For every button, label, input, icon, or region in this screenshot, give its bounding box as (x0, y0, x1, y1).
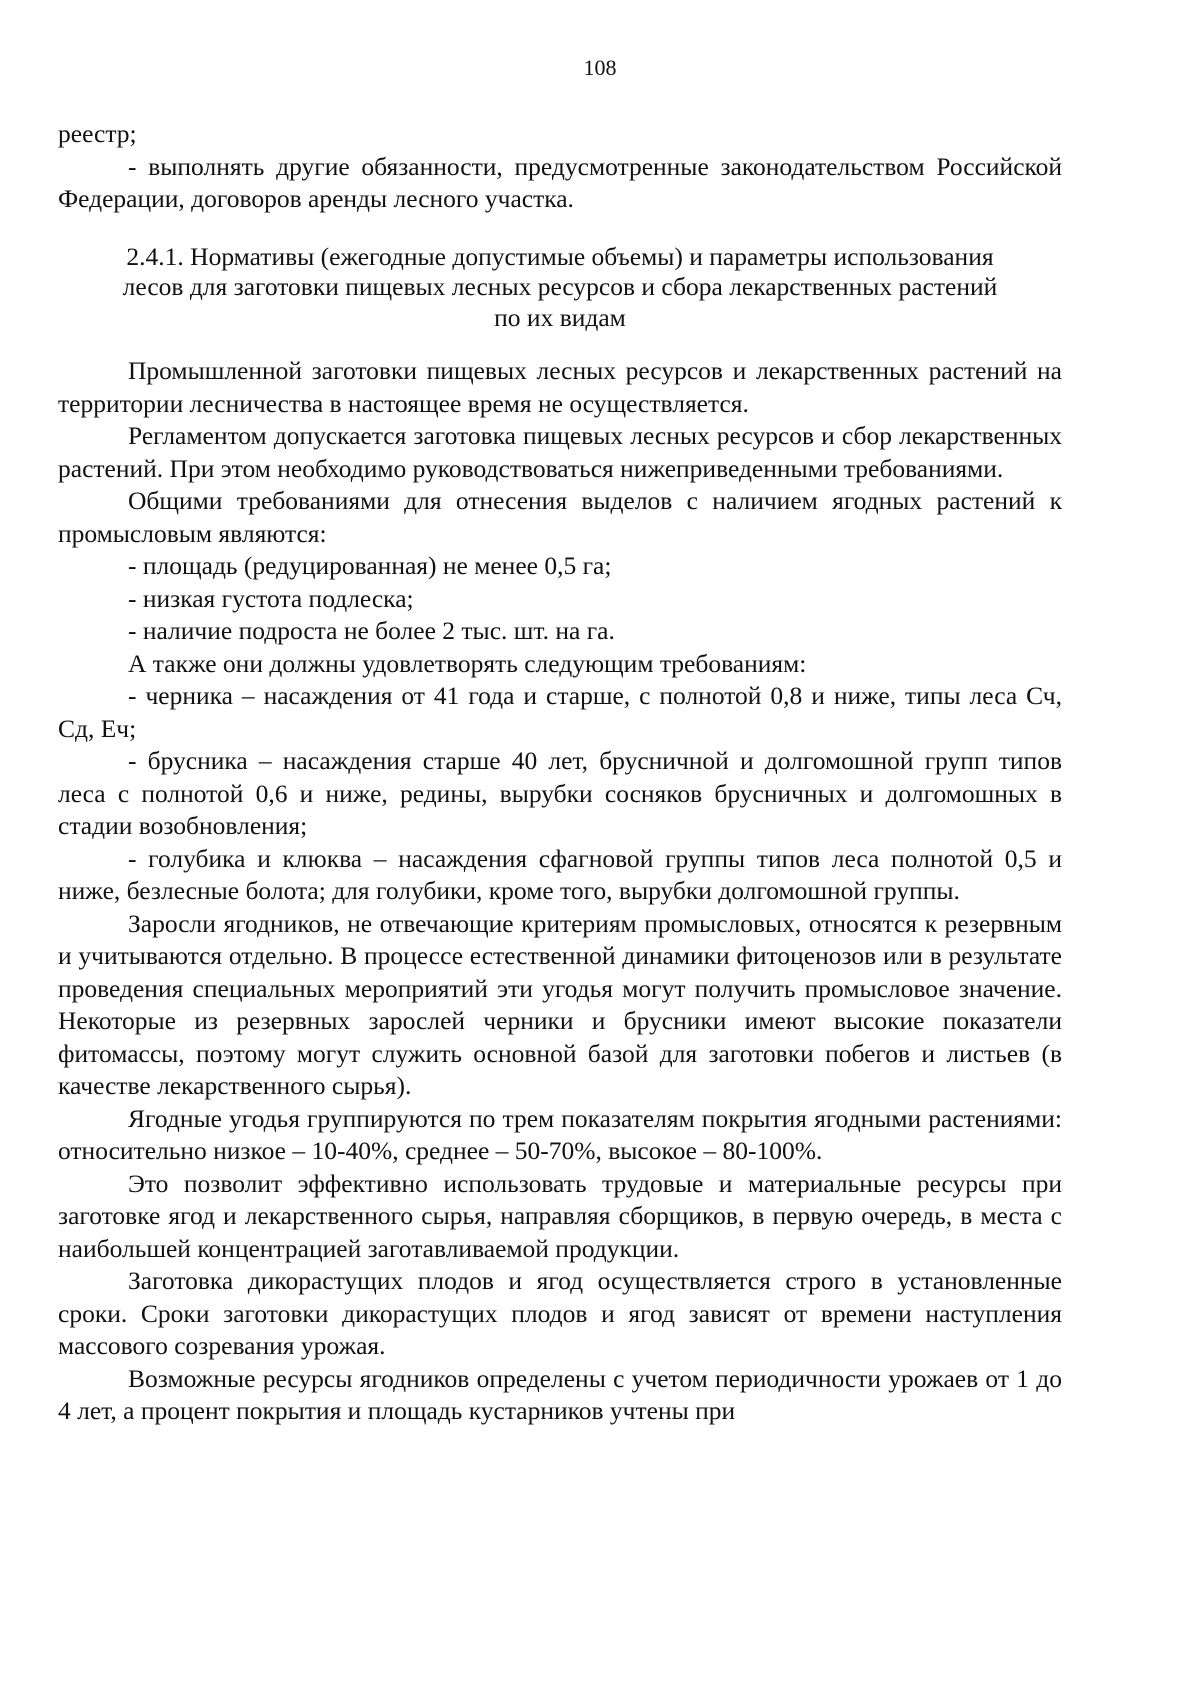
section-heading-line: лесов для заготовки пищевых лесных ресурсов и сбора лекарственных растений (122, 272, 998, 301)
paragraph: Возможные ресурсы ягодников определены с учетом периодичности урожаев от 1 до 4 лет, а процент покрытия и площадь кустарников учтены при (58, 1363, 1062, 1425)
page-number: 108 (583, 55, 617, 80)
section-heading-line: 2.4.1. Нормативы (ежегодные допустимые объемы) и параметры использования (126, 241, 994, 271)
paragraph: Ягодные угодья группируются по трем показателям покрытия ягодными растениями: относительно низкое – 10-40%, среднее – 50-70%, высокое – 80-100%. (58, 1103, 1062, 1165)
list-item: - наличие подроста не более 2 тыс. шт. на га. (128, 616, 615, 645)
list-item: - голубика и клюква – насаждения сфагновой группы типов леса полнотой 0,5 и ниже, безлесные болота; для голубики, кроме того, вырубки долгомошной группы. (58, 843, 1062, 905)
paragraph: Общими требованиями для отнесения выделов с наличием ягодных растений к промысловым являются: (58, 486, 1062, 548)
section-heading (58, 242, 1062, 334)
document-body (58, 118, 1062, 1428)
section-heading-line: по их видам (494, 302, 626, 332)
paragraph: Заросли ягодников, не отвечающие критериям промысловых, относятся к резервным и учитываются отдельно. В процессе естественной динамики фитоценозов или в результате проведения специальных мероприятий эти угодья могут получить промысловое значение. Некоторые из резервных зарослей черники и брусники имеют высокие показатели фитомассы, поэтому могут служить основной базой для заготовки побегов и листьев (в качестве лекарственного сырья). (58, 908, 1062, 1100)
paragraph: реестр; (58, 119, 137, 148)
paragraph: Промышленной заготовки пищевых лесных ресурсов и лекарственных растений на территории лесничества в настоящее время не осуществляется. (58, 356, 1062, 418)
paragraph: Регламентом допускается заготовка пищевых лесных ресурсов и сбор лекарственных растений. При этом необходимо руководствоваться нижеприведенными требованиями. (58, 421, 1062, 483)
list-item: - низкая густота подлеска; (128, 583, 414, 613)
paragraph: Это позволит эффективно использовать трудовые и материальные ресурсы при заготовке ягод и лекарственного сырья, направляя сборщиков, в первую очередь, в места с наибольшей концентрацией заготавливаемой продукции. (58, 1168, 1062, 1263)
paragraph: Заготовка дикорастущих плодов и ягод осуществляется строго в установленные сроки. Сроки заготовки дикорастущих плодов и ягод зависят от времени наступления массового созревания урожая. (58, 1266, 1062, 1360)
list-item: - черника – насаждения от 41 года и старше, с полнотой 0,8 и ниже, типы леса Сч, Сд, Еч; (58, 681, 1062, 743)
list-item: - брусника – насаждения старше 40 лет, брусничной и долгомошной групп типов леса с полнотой 0,6 и ниже, редины, вырубки сосняков брусничных и долгомошных в стадии возобновления; (58, 746, 1062, 840)
list-item: - площадь (редуцированная) не менее 0,5 га; (128, 551, 612, 580)
paragraph: А также они должны удовлетворять следующим требованиям: (128, 648, 807, 678)
list-item: - выполнять другие обязанности, предусмотренные законодательством Российской Федерации, договоров аренды лесного участка. (58, 151, 1062, 213)
